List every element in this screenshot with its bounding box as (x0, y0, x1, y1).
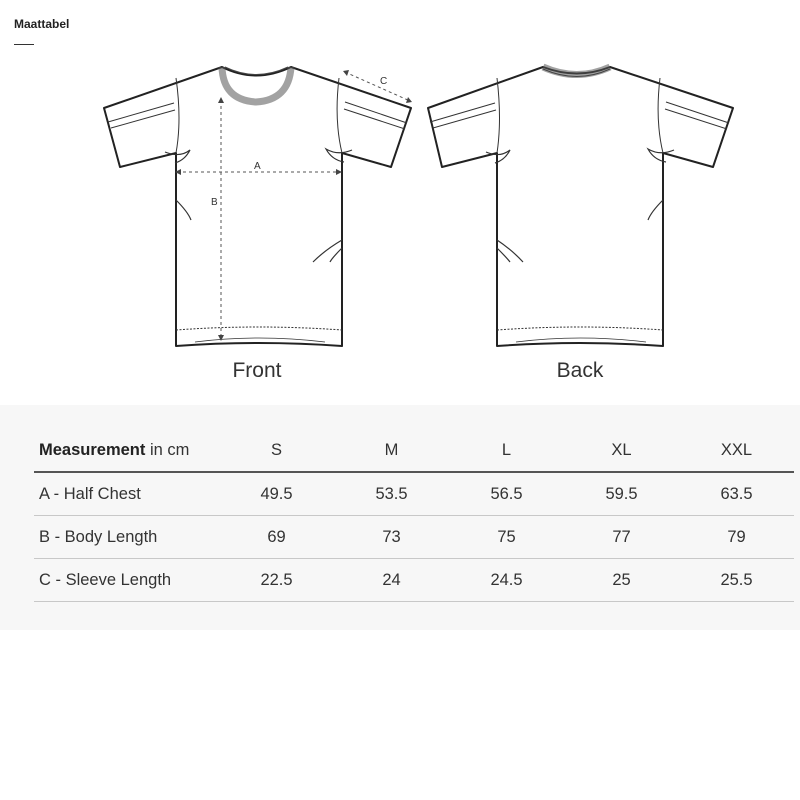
header-size: XL (611, 440, 632, 459)
table-row (34, 472, 794, 516)
page-title: Maattabel (14, 17, 70, 31)
header-measurement (34, 429, 219, 472)
marker-c: C (380, 76, 388, 87)
table-row (34, 559, 794, 602)
header-size: XXL (720, 440, 753, 459)
table-cell: 24.5 (490, 570, 523, 589)
table-cell: 49.5 (260, 484, 293, 503)
table-cell: 53.5 (375, 484, 408, 503)
marker-b: B (211, 197, 218, 208)
table-cell: 79 (727, 527, 746, 546)
size-table-panel (0, 405, 800, 630)
table-cell: 69 (267, 527, 286, 546)
row-label: C - Sleeve Length (39, 570, 172, 589)
header-measurement-label: Measurement (39, 440, 146, 459)
table-cell: 73 (382, 527, 401, 546)
table-cell: 77 (612, 527, 631, 546)
header-size: L (501, 440, 512, 459)
row-label: A - Half Chest (39, 484, 141, 503)
table-row (34, 516, 794, 559)
header-size: M (384, 440, 399, 459)
table-cell: 25.5 (720, 570, 753, 589)
table-cell: 56.5 (490, 484, 523, 503)
marker-a: A (254, 161, 261, 172)
table-cell: 22.5 (260, 570, 293, 589)
table-cell: 25 (612, 570, 631, 589)
back-label: Back (556, 359, 604, 382)
table-cell: 59.5 (605, 484, 638, 503)
table-cell: 63.5 (720, 484, 753, 503)
row-label: B - Body Length (39, 527, 158, 546)
header-unit: in cm (145, 440, 190, 459)
size-table (34, 429, 794, 602)
table-cell: 75 (497, 527, 516, 546)
table-header-row (34, 429, 794, 472)
table-cell: 24 (382, 570, 401, 589)
front-label: Front (232, 359, 282, 382)
header-size: S (270, 440, 282, 459)
